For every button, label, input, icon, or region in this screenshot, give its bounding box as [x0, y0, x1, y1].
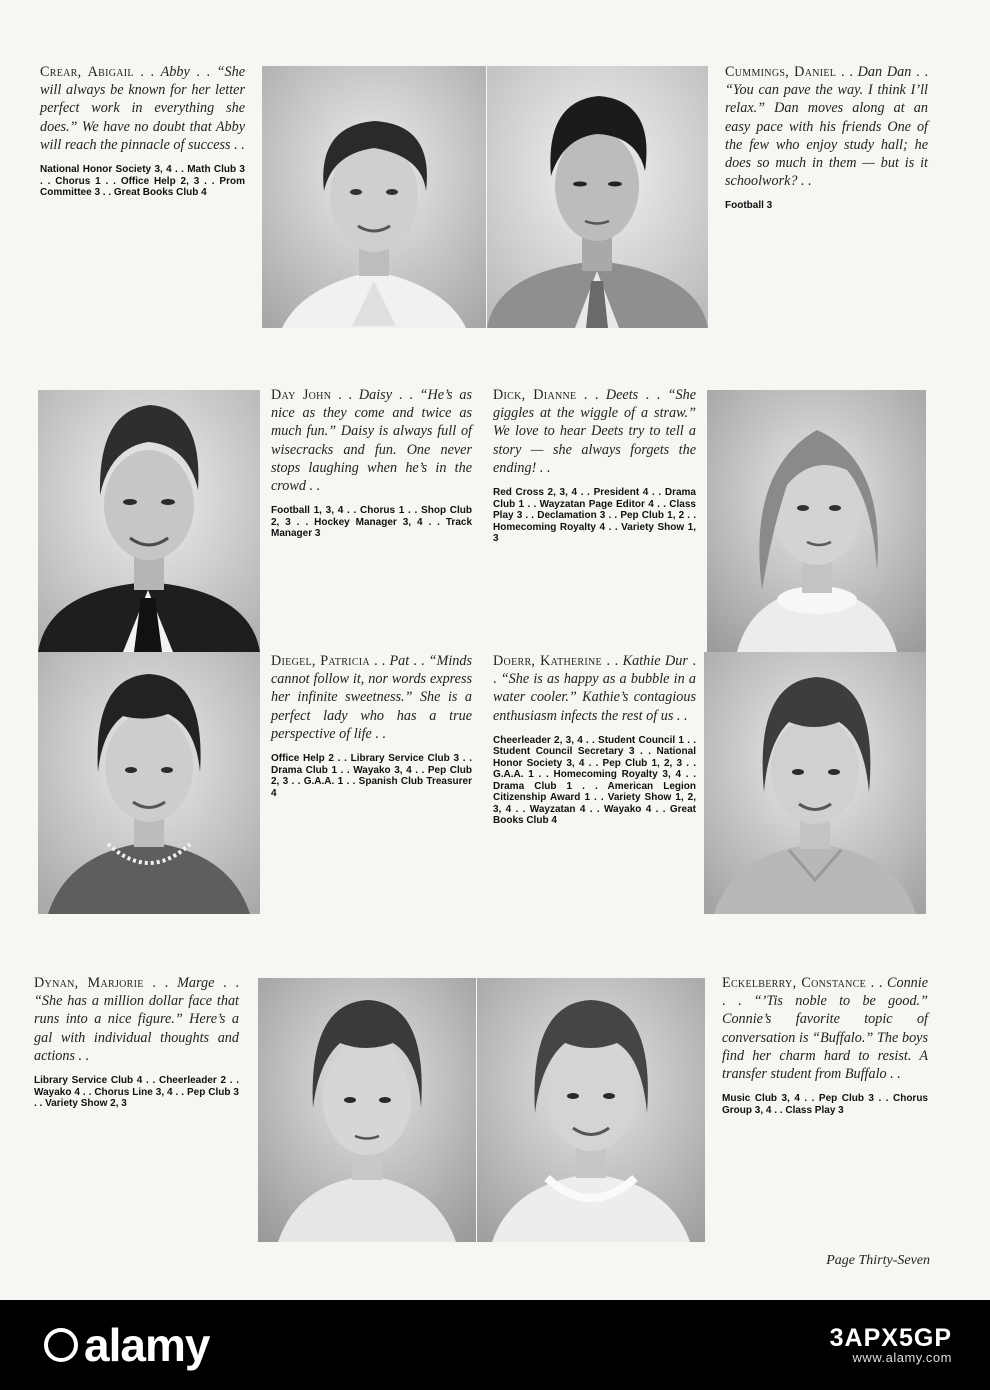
watermark-credit: www.alamy.com — [852, 1350, 952, 1366]
entry-doerr: Doerr, Katherine . . Kathie Dur . . “She is as happy as a bubble in a water cooler.” Kathie’s contagious enthusiasm infects the rest of us . . Cheerleader 2, 3, 4 . . Student Council 1 . . Student Council Secretary 3 . . National Honor Society 3, 4 . . Pep Club 1, 2, 3 . . G.A.A. 1 . . Homecoming Royalty 3, 4 . . Drama Club 1 . . American Legion Citizenship Award 1 . . Variety Show 1, 2, 3, 4 . . Wayzatan 4 . . Wayako 4 . . Great Books Club 4 — [493, 653, 697, 827]
student-name: Diegel, Patricia — [271, 653, 370, 669]
student-nickname: Kathie Dur — [622, 653, 688, 669]
student-name: Eckelberry, Constance — [722, 975, 867, 991]
student-nickname: Dan Dan — [857, 64, 912, 80]
student-nickname: Pat — [389, 653, 410, 669]
student-nickname: Marge — [177, 975, 215, 991]
student-activities: National Honor Society 3, 4 . . Math Club 3 . . Chorus 1 . . Office Help 2, 3 . . Prom Committee 3 . . Great Books Club 4 — [40, 164, 245, 199]
alamy-logo-icon — [44, 1328, 78, 1362]
student-nickname: Abby — [160, 64, 190, 80]
entry-day: Day John . . Daisy . . “He’s as nice as they come and twice as much fun.” Daisy is always full of wisecracks and fun. One never stops laughing when he’s in the crowd . . Football 1, 3, 4 . . Chorus 1 . . Shop Club 2, 3 . . Hockey Manager 3, 4 . . Track Manager 3 — [271, 387, 472, 540]
student-activities: Red Cross 2, 3, 4 . . President 4 . . Drama Club 1 . . Wayzatan Page Editor 4 . . Class Play 3 . . Declamation 3 . . Pep Club 1, 2 . . Homecoming Royalty 4 . . Variety Show 1, 3 — [493, 487, 696, 545]
student-name: Doerr, Katherine — [493, 653, 602, 669]
student-bio: “She has a million dollar face that runs into a nice figure.” Here’s a gal with individual thoughts and actions . . — [34, 993, 239, 1064]
portrait-eckelberry — [477, 978, 705, 1242]
entry-crear: Crear, Abigail . . Abby . . “She will always be known for her letter perfect work in everything she does.” We have no doubt that Abby will reach the pinnacle of success . . National Honor Society 3, 4 . . Math Club 3 . . Chorus 1 . . Office Help 2, 3 . . Prom Committee 3 . . Great Books Club 4 — [40, 64, 245, 199]
portrait-dynan — [258, 978, 476, 1242]
student-name: Dynan, Marjorie — [34, 975, 144, 991]
student-bio: “Minds cannot follow it, nor words express her infinite sweetness.” She is a perfect lady who has a true perspective of life . . — [271, 653, 472, 742]
entry-cummings: Cummings, Daniel . . Dan Dan . . “You can pave the way. I think I’ll relax.” Dan moves along at an easy pace with his friends One of the few who enjoy study hall; he does so much in them — but is it schoolwork? . . Football 3 — [725, 64, 929, 212]
student-bio: “He’s as nice as they come and twice as much fun.” Daisy is always full of wisecracks and fun. One never stops laughing when he’s in the crowd . . — [271, 387, 472, 495]
student-activities: Music Club 3, 4 . . Pep Club 3 . . Chorus Group 3, 4 . . Class Play 3 — [722, 1093, 928, 1116]
alamy-logo — [44, 1318, 209, 1372]
alamy-brand: alamy — [84, 1319, 210, 1371]
student-nickname: Connie — [887, 975, 928, 991]
portrait-diegel — [38, 652, 260, 914]
portrait-day — [38, 390, 260, 652]
student-activities: Cheerleader 2, 3, 4 . . Student Council 1 . . Student Council Secretary 3 . . National Honor Society 3, 4 . . Pep Club 1, 2, 3 . . G.A.A. 1 . . Homecoming Royalty 3, 4 . . Drama Club 1 . . American Legion Citizenship Award 1 . . Variety Show 1, 2, 3, 4 . . Wayzatan 4 . . Wayako 4 . . Great Books Club 4 — [493, 734, 696, 827]
student-nickname: Deets — [605, 387, 639, 403]
entry-diegel: Diegel, Patricia . . Pat . . “Minds cannot follow it, nor words express her infinite sweetness.” She is a perfect lady who has a true perspective of life . . Office Help 2 . . Library Service Club 3 . . Drama Club 1 . . Wayako 3, 4 . . Pep Club 2, 3 . . G.A.A. 1 . . Spanish Club Treasurer 4 — [271, 653, 472, 799]
portrait-crear — [262, 66, 486, 328]
student-bio: “’Tis noble to be good.” Connie’s favorite topic of conversation is “Buffalo.” The boys find her charm hard to resist. A transfer student from Buffalo . . — [722, 993, 928, 1083]
student-activities: Library Service Club 4 . . Cheerleader 2 . . Wayako 4 . . Chorus Line 3, 4 . . Pep Club 3 . . Variety Show 2, 3 — [34, 1075, 239, 1110]
student-name: Cummings, Daniel — [725, 64, 837, 80]
page-number: Page Thirty-Seven — [826, 1253, 930, 1268]
portrait-cummings — [487, 66, 708, 328]
watermark-id — [830, 1325, 952, 1365]
entry-dynan: Dynan, Marjorie . . Marge . . “She has a million dollar face that runs into a nice figure.” Here’s a gal with individual thoughts and actions . . Library Service Club 4 . . Cheerleader 2 . . Wayako 4 . . Chorus Line 3, 4 . . Pep Club 3 . . Variety Show 2, 3 — [34, 975, 239, 1110]
student-bio: “She will always be known for her letter perfect work in everything she does.” We have no doubt that Abby will reach the pinnacle of success . . — [40, 64, 245, 153]
image-id: 3APX5GP — [829, 1324, 952, 1353]
student-bio: “She giggles at the wiggle of a straw.” We love to hear Deets try to tell a story — she always forgets the ending! . . — [493, 387, 697, 476]
student-bio: “You can pave the way. I think I’ll relax.” Dan moves along at an easy pace with his friends One of the few who enjoy study hall; he does so much in them — but is it schoolwork? . . — [725, 82, 928, 190]
student-name: Dick, Dianne — [493, 387, 577, 403]
portrait-dick — [707, 390, 926, 652]
student-bio: “She is as happy as a bubble in a water cooler.” Kathie’s contagious enthusiasm infects the rest of us . . — [493, 671, 697, 724]
student-activities: Football 1, 3, 4 . . Chorus 1 . . Shop Club 2, 3 . . Hockey Manager 3, 4 . . Track Manager 3 — [271, 505, 472, 540]
portrait-doerr — [704, 652, 926, 914]
student-nickname: Daisy — [358, 387, 392, 403]
student-activities: Office Help 2 . . Library Service Club 3 . . Drama Club 1 . . Wayako 3, 4 . . Pep Club 2, 3 . . G.A.A. 1 . . Spanish Club Treasurer 4 — [271, 753, 472, 799]
entry-dick: Dick, Dianne . . Deets . . “She giggles at the wiggle of a straw.” We love to hear Deets try to tell a story — she always forgets the ending! . . Red Cross 2, 3, 4 . . President 4 . . Drama Club 1 . . Wayzatan Page Editor 4 . . Class Play 3 . . Declamation 3 . . Pep Club 1, 2 . . Homecoming Royalty 4 . . Variety Show 1, 3 — [493, 387, 697, 545]
student-name: Crear, Abigail — [40, 64, 134, 80]
stock-watermark-bar — [0, 1300, 990, 1390]
entry-eckelberry: Eckelberry, Constance . . Connie . . “’Tis noble to be good.” Connie’s favorite topic of conversation is “Buffalo.” The boys find her charm hard to resist. A transfer student from Buffalo . . Music Club 3, 4 . . Pep Club 3 . . Chorus Group 3, 4 . . Class Play 3 — [722, 975, 928, 1116]
student-name: Day John — [271, 387, 332, 403]
student-activities: Football 3 — [725, 200, 773, 212]
